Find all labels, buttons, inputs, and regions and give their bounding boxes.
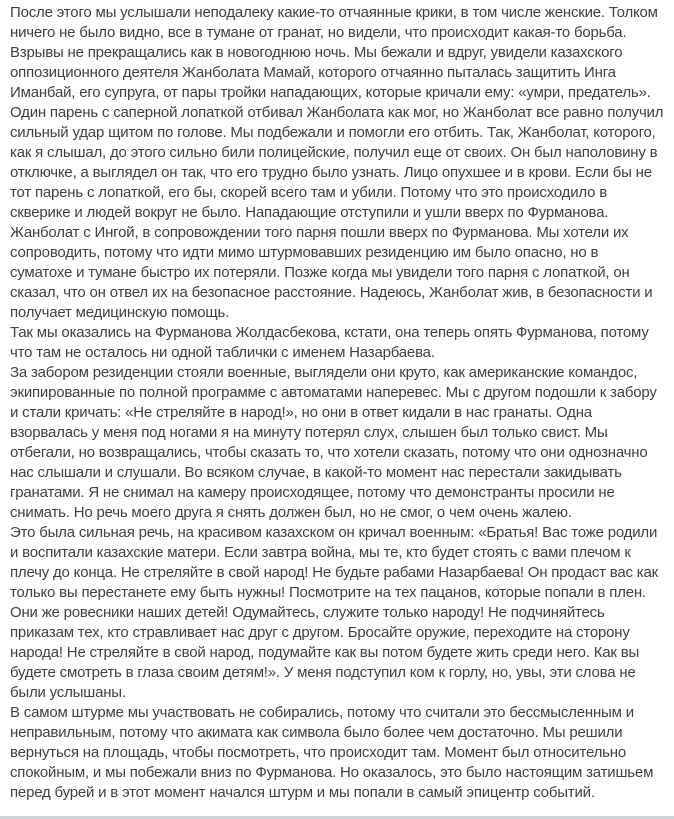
post-paragraph: В самом штурме мы участвовать не собирались, потому что считали это бессмысленным и неправильным, потому что акимата как символа было более чем достаточно. Мы решили вернуться на площадь, чтобы посмотреть, что происходит там. Момент был относительно спокойным, и мы побежали вниз по Фурманова. Но оказалось, это было настоящим затишьем перед бурей и в этот момент начался штурм и мы попали в самый эпицентр событий. — [10, 704, 654, 801]
post-paragraph: После этого мы услышали неподалеку какие-то отчаянные крики, в том числе женские. Толком ничего не было видно, все в тумане от гранат, но видели, что происходит какая-то борьба. Взрывы не прекращались как в новогоднюю ночь. Мы бежали и вдруг, увидели казахского оппозиционного деятеля Жанболата Мамай, которого отчаянно пыталась защитить Инга Иманбай, его супруга, от пары тройки нападающих, которые кричали ему: «умри, предатель». Один парень с саперной лопаткой отбивал Жанболата как мог, но Жанболат все равно получил сильный удар щитом по голове. Мы подбежали и помогли его отбить. Так, Жанболат, которого, как я слышал, до этого сильно били полицейские, получил еще от своих. Он был наполовину в отключке, а выглядел он так, что его трудно было узнать. Лицо опухшее и в крови. Если бы не тот парень с лопаткой, его бы, скорей всего там и убили. Потому что это происходило в скверике и людей вокруг не было. Нападающие отступили и ушли вверх по Фурманова. Жанболат с Ингой, в сопровождении того парня пошли вверх по Фурманова. Мы хотели их сопроводить, потому что идти мимо штурмовавших резиденцию им было опасно, но в суматохе и тумане быстро их потеряли. Позже когда мы увидели того парня с лопаткой, он сказал, что он отвел их на безопасное расстояние. Надеюсь, Жанболат жив, в безопасности и получает медицинскую помощь. — [10, 4, 664, 321]
post-paragraph: Так мы оказались на Фурманова Жолдасбекова, кстати, она теперь опять Фурманова, потому что там не осталось ни одной таблички с именем Назарбаева. — [10, 324, 649, 361]
post-paragraph: Это была сильная речь, на красивом казахском он кричал военным: «Братья! Вас тоже родили и воспитали казахские матери. Если завтра война, мы те, кто будет стоять с вами плечом к плечу до конца. Не стреляйте в свой народ! Не будьте рабами Назарбаева! Он продаст вас как только вы перестанете ему быть нужны! Посмотрите на тех пацанов, которые попали в плен. Они же ровесники наших детей! Одумайтесь, служите только народу! Не подчиняйтесь приказам тех, кто стравливает нас друг с другом. Бросайте оружие, переходите на сторону народа! Не стреляйте в свой народ, подумайте как вы потом будете жить среди него. Как вы будете смотреть в глаза своим детям!». У меня подступил ком к горлу, но, увы, эти слова не были услышаны. — [10, 524, 659, 701]
post-paragraph: За забором резиденции стояли военные, выглядели они круто, как американские командос, экипированные по полной программе с автоматами наперевес. Мы с другом подошли к забору и стали кричать: «Не стреляйте в народ!», но они в ответ кидали в нас гранаты. Одна взорвалась у меня под ногами я на минуту потерял слух, слышен был только свист. Мы отбегали, но возвращались, чтобы сказать то, что хотели сказать, потому что они однозначно нас слышали и слушали. Во всяком случае, в какой-то момент нас перестали закидывать гранатами. Я не снимал на камеру происходящее, потому что демонстранты просили не снимать. Но речь моего друга я снять должен был, но не смог, о чем очень жалею. — [10, 364, 657, 521]
